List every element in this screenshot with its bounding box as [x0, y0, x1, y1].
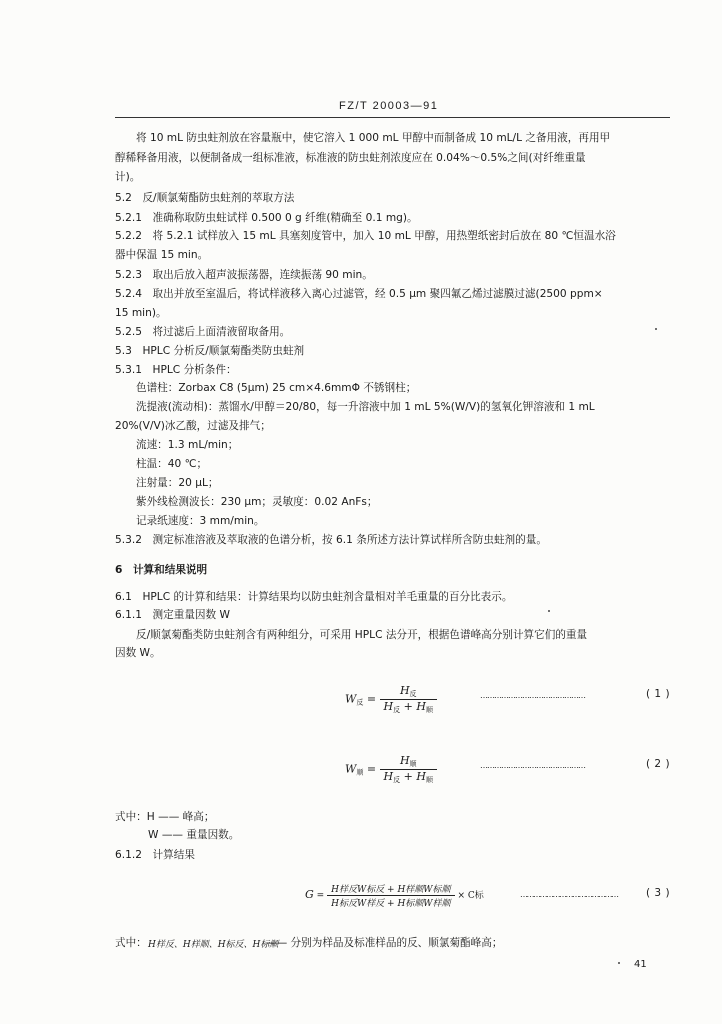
- where-line-1: 式中：H —— 峰高；: [115, 811, 215, 823]
- condition-uv: 紫外线检测波长：230 μm；灵敏度：0.02 AnFs；: [136, 496, 378, 508]
- section-5-2-5: 5.2.5 将过滤后上面清液留取备用。: [115, 326, 291, 338]
- condition-eluent-line-2: 20%(V/V)冰乙酸，过滤及排气；: [115, 420, 271, 432]
- section-6-1: 6.1 HPLC 的计算和结果：计算结果均以防虫蛀剂含量相对羊毛重量的百分比表示。: [115, 591, 513, 603]
- section-5-2-4-line-2: 15 min)。: [115, 307, 167, 319]
- scan-speck: [655, 328, 657, 330]
- equation-1-number: ( 1 ): [646, 688, 671, 700]
- section-5-3-2: 5.3.2 测定标准溶液及萃取液的色谱分析，按 6.1 条所述方法计算试样所含防虫蛀剂的量。: [115, 534, 547, 546]
- section-5-2: 5.2 反/顺氯菊酯防虫蛀剂的萃取方法: [115, 192, 295, 204]
- para-6-1-1-line-2: 因数 W。: [115, 647, 161, 659]
- where-3-prefix: 式中：: [115, 937, 147, 949]
- section-5-3: 5.3 HPLC 分析反/顺氯菊酯类防虫蛀剂: [115, 345, 305, 357]
- section-6-1-2: 6.1.2 计算结果: [115, 849, 195, 861]
- section-5-2-4-line-1: 5.2.4 取出并放至室温后，将试样液移入离心过滤管，经 0.5 μm 聚四氟乙烯过滤膜过滤(2500 ppm×: [115, 288, 603, 300]
- equation-2: $W_顺$ = $\frac{H_顺}{H_反 + H_顺}$: [345, 754, 437, 785]
- fraction: $\frac{H_顺}{H_反 + H_顺}$: [380, 754, 437, 785]
- equation-3: G = $\frac{\text{H样反W标反 + H样顺W标顺}}{\text{H标反W样反 + H标顺W样顺}}$ × C标: [305, 882, 484, 909]
- condition-injection: 注射量：20 μL；: [136, 477, 219, 489]
- equation-3-number: ( 3 ): [646, 887, 671, 899]
- para-1-line-2: 醇稀释备用液，以便制备成一组标准液，标准液的防虫蛀剂浓度应在 0.04%～0.5%之间(对纤维重量: [115, 152, 586, 164]
- para-1-line-1: 将 10 mL 防虫蛀剂放在容量瓶中，使它溶入 1 000 mL 甲醇中而制备成 10 mL/L 之备用液，再用甲: [136, 132, 611, 144]
- equation-1-leaders: ………………………………………: [480, 691, 585, 700]
- where-3-text: —— 分别为样品及标准样品的反、顺氯菊酯峰高；: [266, 937, 503, 949]
- condition-chart-speed: 记录纸速度：3 mm/min。: [136, 515, 265, 527]
- fraction: $\frac{H_反}{H_反 + H_顺}$: [380, 684, 437, 715]
- condition-temp: 柱温：40 ℃；: [136, 458, 208, 470]
- para-6-1-1-line-1: 反/顺氯菊酯类防虫蛀剂含有两种组分，可采用 HPLC 法分开，根据色谱峰高分别计算它们的重量: [136, 629, 588, 641]
- section-6-1-1: 6.1.1 测定重量因数 W: [115, 609, 230, 621]
- condition-column: 色谱柱：Zorbax C8 (5μm) 25 cm×4.6mmΦ 不锈钢柱；: [136, 382, 417, 394]
- scan-speck: [548, 610, 550, 612]
- page-number: 41: [634, 959, 647, 970]
- equation-2-leaders: ………………………………………: [480, 761, 585, 770]
- condition-flow: 流速：1.3 mL/min；: [136, 439, 239, 451]
- condition-eluent-line-1: 洗提液(流动相)：蒸馏水/甲醇＝20/80，每一升溶液中加 1 mL 5%(W/V)的氢氧化钾溶液和 1 mL: [136, 401, 595, 413]
- equation-1: $W_反$ = $\frac{H_反}{H_反 + H_顺}$: [345, 684, 437, 715]
- section-5-2-2-line-1: 5.2.2 将 5.2.1 试样放入 15 mL 具塞刻度管中，加入 10 mL 甲醇，用热塑纸密封后放在 80 ℃恒温水浴: [115, 230, 616, 242]
- where-line-2: W —— 重量因数。: [148, 829, 240, 841]
- section-5-2-2-line-2: 器中保温 15 min。: [115, 249, 209, 261]
- section-6-heading: 6 计算和结果说明: [115, 564, 208, 576]
- standard-code: FZ/T 20003—91: [339, 100, 439, 112]
- header-rule: [115, 117, 670, 118]
- fraction: $\frac{\text{H样反W标反 + H样顺W标顺}}{\text{H标反W样反 + H标顺W样顺}}$: [327, 882, 454, 909]
- scan-speck: [618, 962, 620, 964]
- section-5-3-1: 5.3.1 HPLC 分析条件：: [115, 364, 237, 376]
- equation-3-leaders: ………………………………………: [520, 890, 618, 899]
- where-3-symbols: H样反、H样顺、H标反、H标顺: [148, 940, 279, 950]
- equation-2-number: ( 2 ): [646, 758, 671, 770]
- para-1-line-3: 计)。: [115, 171, 141, 183]
- section-5-2-1: 5.2.1 准确称取防虫蛀试样 0.500 0 g 纤维(精确至 0.1 mg)。: [115, 212, 418, 224]
- section-5-2-3: 5.2.3 取出后放入超声波振荡器，连续振荡 90 min。: [115, 269, 373, 281]
